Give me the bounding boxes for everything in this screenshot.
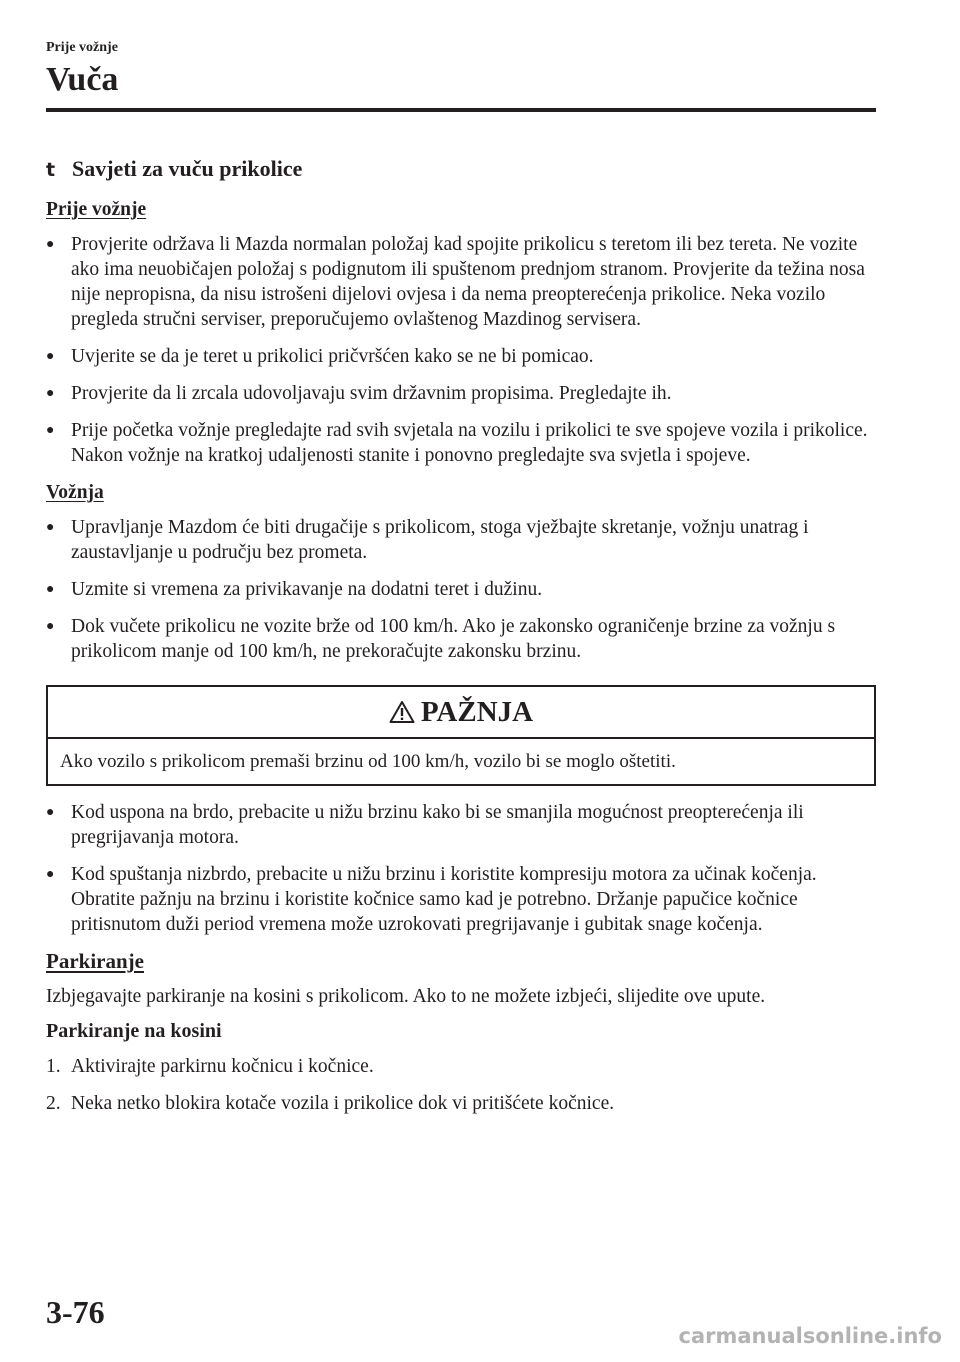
parking-slope-heading: Parkiranje na kosini (46, 1020, 222, 1042)
bullet-icon: ● (46, 582, 55, 597)
list-item: 1. Aktivirajte parkirnu kočnicu i kočnice. (46, 1056, 374, 1077)
driving-list (46, 515, 876, 664)
subheading-driving: Vožnja (46, 482, 104, 503)
list-item: ● Upravljanje Mazdom će biti drugačije s prikolicom, stoga vježbajte skretanje, vožnju unatrag i zaustavljanje u području bez prometa. (46, 517, 809, 563)
bullet-icon: ● (46, 520, 55, 535)
page-title: Vuča (46, 61, 119, 98)
list-item: ● Prije početka vožnje pregledajte rad svih svjetala na vozilu i prikolici te sve spojeve vozila i prikolice. Nakon vožnje na kratkoj udaljenosti stanite i ponovno pregledajte sva svjetla i spojeve. (46, 420, 868, 466)
section-title (46, 155, 876, 184)
caution-header (48, 687, 874, 739)
caution-text: Ako vozilo s prikolicom premaši brzinu od 100 km/h, vozilo bi se moglo oštetiti. (60, 751, 676, 772)
list-item: ● Dok vučete prikolicu ne vozite brže od 100 km/h. Ako je zakonsko ograničenje brzine za vožnju s prikolicom manje od 100 km/h, ne prekoračujte zakonsku brzinu. (46, 616, 836, 662)
header-divider (46, 108, 876, 112)
bullet-icon: ● (46, 237, 55, 252)
list-item: ● Provjerite održava li Mazda normalan položaj kad spojite prikolicu s teretom ili bez tereta. Ne vozite ako ima neuobičajen položaj s podignutom ili spuštenom prednjom stranom. Provjerite da težina nosa nije nepropisna, da nisu istrošeni dijelovi ovjesa i da nema preopterećenja prikolice. Neka vozilo pregleda stručni serviser, preporučujemo ovlaštenog Mazdinog servisera. (46, 234, 865, 330)
section-title-text: Savjeti za vuču prikolice (72, 156, 303, 181)
caution-title: PAŽNJA (420, 695, 534, 728)
list-item: ● Provjerite da li zrcala udovoljavaju svim državnim propisima. Pregledajte ih. (46, 383, 672, 404)
watermark: carmanualsonline.info (678, 1324, 942, 1348)
bullet-icon: ● (46, 805, 55, 820)
before-driving-list (46, 232, 876, 468)
parking-intro: Izbjegavajte parkiranje na kosini s prikolicom. Ako to ne možete izbjeći, slijedite ove upute. (46, 986, 766, 1007)
warning-triangle-icon (389, 700, 415, 724)
list-item: 2. Neka netko blokira kotače vozila i prikolice dok vi pritišćete kočnice. (46, 1093, 615, 1114)
page-number: 3-76 (46, 1294, 105, 1330)
bullet-icon: ● (46, 423, 55, 438)
chapter-label: Prije vožnje (46, 40, 118, 55)
bullet-icon: ● (46, 349, 55, 364)
bullet-icon: ● (46, 867, 55, 882)
subheading-parking: Parkiranje (46, 949, 144, 973)
parking-steps (46, 1054, 876, 1116)
page-content (46, 155, 876, 1128)
list-item: ● Uvjerite se da je teret u prikolici pričvršćen kako se ne bi pomicao. (46, 346, 594, 367)
section-marker-icon: t (46, 159, 56, 181)
driving-list-continued (46, 800, 876, 937)
bullet-icon: ● (46, 386, 55, 401)
list-item: ● Uzmite si vremena za privikavanje na dodatni teret i dužinu. (46, 579, 543, 600)
caution-box (46, 685, 876, 786)
subheading-before-driving: Prije vožnje (46, 199, 147, 220)
list-item: ● Kod spuštanja nizbrdo, prebacite u nižu brzinu i koristite kompresiju motora za učinak kočenja. Obratite pažnju na brzinu i koristite kočnice samo kad je potrebno. Držanje papučice kočnice pritisnutom duži period vremena može uzrokovati pregrijavanje i gubitak snage kočenja. (46, 864, 817, 935)
list-item: ● Kod uspona na brdo, prebacite u nižu brzinu kako bi se smanjila mogućnost preopterećenja ili pregrijavanja motora. (46, 802, 804, 848)
bullet-icon: ● (46, 619, 55, 634)
